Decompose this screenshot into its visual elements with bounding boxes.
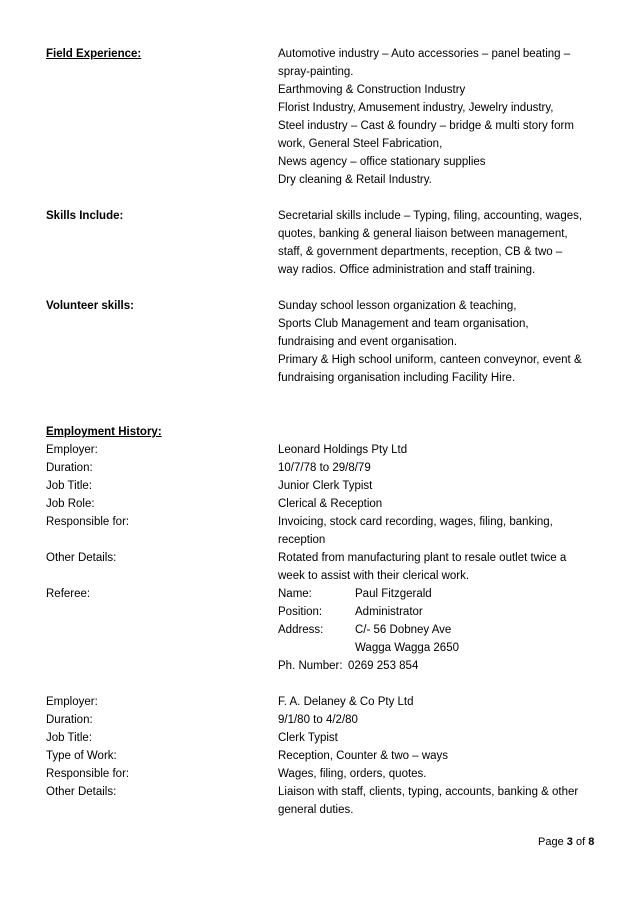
job2-responsible: Wages, filing, orders, quotes. xyxy=(278,768,427,780)
job1-duration-label: Duration: xyxy=(46,462,93,474)
job1-title: Junior Clerk Typist xyxy=(278,480,373,492)
job1-other xyxy=(278,549,598,585)
referee-phone: 0269 253 854 xyxy=(348,660,419,672)
referee-address-key: Address: xyxy=(278,624,324,636)
of-word: of xyxy=(575,836,586,848)
field-experience-line: Automotive industry – Auto accessories – panel beating – xyxy=(278,48,571,60)
job1-other-line: week to assist with their clerical work. xyxy=(278,570,470,582)
skills-line: way radios. Office administration and staff training. xyxy=(278,264,536,276)
volunteer-line: Sunday school lesson organization & teaching, xyxy=(278,300,517,312)
volunteer-value xyxy=(278,297,598,387)
field-experience-label: Field Experience: xyxy=(46,48,142,60)
job1-responsible-label: Responsible for: xyxy=(46,516,130,528)
job1-other-label: Other Details: xyxy=(46,552,117,564)
field-experience-line: Dry cleaning & Retail Industry. xyxy=(278,174,432,186)
field-experience-line: Steel industry – Cast & foundry – bridge & multi story form xyxy=(278,120,574,132)
job1-role: Clerical & Reception xyxy=(278,498,383,510)
referee-name: Paul Fitzgerald xyxy=(355,588,432,600)
job1-referee xyxy=(278,585,459,675)
job1-responsible xyxy=(278,513,598,549)
job2-duration: 9/1/80 to 4/2/80 xyxy=(278,714,358,726)
referee-position: Administrator xyxy=(355,606,423,618)
volunteer-label: Volunteer skills: xyxy=(46,300,134,312)
job2-other xyxy=(278,783,598,819)
field-experience-line: spray-painting. xyxy=(278,66,354,78)
page-word: Page xyxy=(538,836,564,848)
job1-role-label: Job Role: xyxy=(46,498,95,510)
job2-title: Clerk Typist xyxy=(278,732,338,744)
job2-employer-label: Employer: xyxy=(46,696,98,708)
referee-address-line1: C/- 56 Dobney Ave xyxy=(355,624,452,636)
volunteer-line: fundraising organisation including Facility Hire. xyxy=(278,372,516,384)
skills-label: Skills Include: xyxy=(46,210,124,222)
field-experience-line: work, General Steel Fabrication, xyxy=(278,138,443,150)
job2-other-label: Other Details: xyxy=(46,786,117,798)
current-page: 3 xyxy=(566,836,573,848)
job1-responsible-line: Invoicing, stock card recording, wages, filing, banking, xyxy=(278,516,553,528)
job1-responsible-line: reception xyxy=(278,534,326,546)
job1-other-line: Rotated from manufacturing plant to resale outlet twice a xyxy=(278,552,567,564)
job2-title-label: Job Title: xyxy=(46,732,93,744)
job2-responsible-label: Responsible for: xyxy=(46,768,130,780)
field-experience-line: Florist Industry, Amusement industry, Jewelry industry, xyxy=(278,102,554,114)
referee-position-key: Position: xyxy=(278,606,323,618)
referee-address-line2: Wagga Wagga 2650 xyxy=(355,642,459,654)
volunteer-line: Primary & High school uniform, canteen conveynor, event & xyxy=(278,354,582,366)
field-experience-line: Earthmoving & Construction Industry xyxy=(278,84,466,96)
skills-line: staff, & government departments, reception, CB & two – xyxy=(278,246,563,258)
job1-employer: Leonard Holdings Pty Ltd xyxy=(278,444,408,456)
job2-type: Reception, Counter & two – ways xyxy=(278,750,449,762)
job2-other-line: Liaison with staff, clients, typing, accounts, banking & other xyxy=(278,786,579,798)
volunteer-line: fundraising and event organisation. xyxy=(278,336,458,348)
field-experience-line: News agency – office stationary supplies xyxy=(278,156,486,168)
job1-referee-label: Referee: xyxy=(46,588,91,600)
job2-other-line: general duties. xyxy=(278,804,354,816)
page-number xyxy=(538,833,594,851)
job1-employer-label: Employer: xyxy=(46,444,98,456)
skills-line: quotes, banking & general liaison between management, xyxy=(278,228,568,240)
job2-duration-label: Duration: xyxy=(46,714,93,726)
job2-type-label: Type of Work: xyxy=(46,750,117,762)
field-experience-value xyxy=(278,45,598,189)
employment-history-heading: Employment History: xyxy=(46,426,162,438)
referee-name-key: Name: xyxy=(278,588,312,600)
referee-phone-key: Ph. Number: xyxy=(278,660,343,672)
skills-line: Secretarial skills include – Typing, filing, accounting, wages, xyxy=(278,210,583,222)
job2-employer: F. A. Delaney & Co Pty Ltd xyxy=(278,696,414,708)
volunteer-line: Sports Club Management and team organisation, xyxy=(278,318,529,330)
job1-title-label: Job Title: xyxy=(46,480,93,492)
total-pages: 8 xyxy=(588,836,595,848)
skills-value xyxy=(278,207,598,279)
job1-duration: 10/7/78 to 29/8/79 xyxy=(278,462,371,474)
